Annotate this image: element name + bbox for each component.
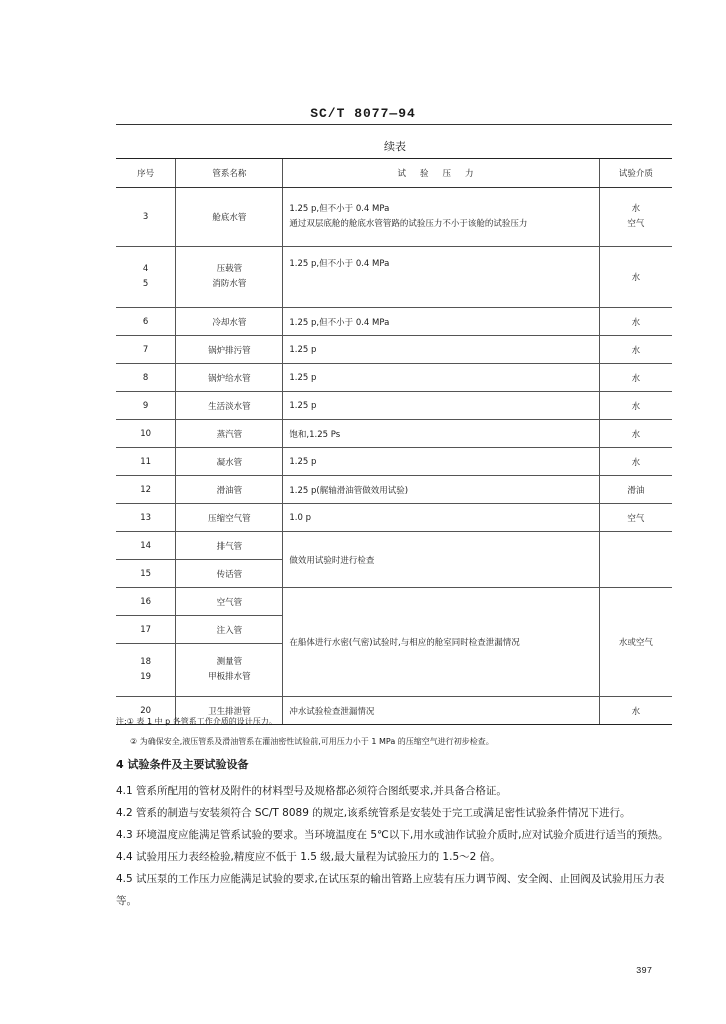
pipe-name: 凝水管 — [176, 448, 283, 476]
row-number-line: 4 — [142, 264, 149, 274]
pipe-name — [176, 247, 283, 308]
row-number-line: 5 — [142, 279, 149, 289]
table-row — [116, 247, 672, 308]
test-medium: 水 — [599, 308, 672, 336]
standard-number: SC/T 8077—94 — [310, 106, 416, 121]
row-number: 10 — [116, 420, 176, 448]
test-pressure: 1.25 p,但不小于 0.4 MPa — [283, 308, 599, 336]
table-row — [116, 420, 672, 448]
table-row — [116, 504, 672, 532]
note-1: 注:① 表 1 中 p 各管系工作介质的设计压力。 — [116, 717, 277, 726]
table-caption: 续表 — [384, 140, 406, 153]
row-number: 13 — [116, 504, 176, 532]
page-number: 397 — [636, 966, 653, 976]
test-medium-line: 空气 — [627, 219, 645, 229]
pipe-name-line: 压载管 — [216, 264, 243, 274]
table-row — [116, 532, 672, 560]
row-number: 14 — [116, 532, 176, 560]
test-medium: 水或空气 — [599, 588, 672, 697]
row-number: 16 — [116, 588, 176, 616]
row-number: 15 — [116, 560, 176, 588]
row-number: 9 — [116, 392, 176, 420]
pipe-test-table — [116, 158, 672, 725]
test-pressure: 1.25 p — [283, 448, 599, 476]
pipe-name: 生活淡水管 — [176, 392, 283, 420]
pipe-name-line: 测量管 — [216, 657, 243, 667]
test-medium: 水 — [599, 336, 672, 364]
test-pressure: 做效用试验时进行检查 — [283, 532, 599, 588]
table-row — [116, 476, 672, 504]
row-number: 12 — [116, 476, 176, 504]
pipe-name: 蒸汽管 — [176, 420, 283, 448]
test-pressure: 1.25 p — [283, 364, 599, 392]
pipe-name: 注入管 — [176, 616, 283, 644]
column-header-no: 序号 — [116, 159, 176, 188]
table-row — [116, 364, 672, 392]
row-number: 7 — [116, 336, 176, 364]
pipe-name: 卫生排泄管 — [176, 697, 283, 725]
row-number — [116, 247, 176, 308]
test-pressure: 在船体进行水密(气密)试验时,与相应的舱室同时检查泄漏情况 — [283, 588, 599, 697]
test-medium: 水 — [599, 448, 672, 476]
column-header-pressure: 试验压力 — [283, 159, 599, 188]
header-rule — [116, 124, 672, 125]
table-row — [116, 188, 672, 247]
test-medium: 水 — [599, 247, 672, 308]
test-pressure: 1.25 p,但不小于 0.4 MPa — [283, 247, 599, 308]
table-row — [116, 308, 672, 336]
pipe-name: 空气管 — [176, 588, 283, 616]
row-number: 20 — [116, 697, 176, 725]
clause-4-3: 4.3 环境温度应能满足管系试验的要求。当环境温度在 5℃以下,用水或油作试验介质时,应对试验介质进行适当的预热。 — [116, 829, 669, 841]
test-medium: 水 — [599, 697, 672, 725]
table-row — [116, 588, 672, 616]
test-medium-line: 水 — [631, 204, 641, 214]
row-number: 8 — [116, 364, 176, 392]
test-medium: 空气 — [599, 504, 672, 532]
pipe-name: 排气管 — [176, 532, 283, 560]
pipe-name: 锅炉排污管 — [176, 336, 283, 364]
pipe-name-line: 消防水管 — [212, 279, 247, 289]
test-pressure: 1.25 p — [283, 336, 599, 364]
column-header-name: 管系名称 — [176, 159, 283, 188]
section-clauses — [116, 780, 676, 912]
column-header-medium: 试验介质 — [599, 159, 672, 188]
clause-4-5: 4.5 试压泵的工作压力应能满足试验的要求,在试压泵的输出管路上应装有压力调节阀、安全阀、止回阀及试验用压力表等。 — [116, 873, 665, 907]
test-medium: 水 — [599, 420, 672, 448]
table-row — [116, 336, 672, 364]
row-number: 17 — [116, 616, 176, 644]
pipe-name: 冷却水管 — [176, 308, 283, 336]
table-notes — [116, 712, 676, 752]
pipe-name-line: 甲板排水管 — [208, 672, 251, 682]
pipe-name: 压缩空气管 — [176, 504, 283, 532]
note-2: ② 为确保安全,液压管系及滑油管系在灌油密性试验前,可用压力小于 1 MPa 的压缩空气进行初步检查。 — [130, 737, 494, 746]
row-number: 11 — [116, 448, 176, 476]
row-number-line: 18 — [140, 657, 152, 667]
test-pressure: 1.25 p — [283, 392, 599, 420]
test-medium: 水 — [599, 392, 672, 420]
test-pressure-line: 通过双层底舱的舱底水管管路的试验压力不小于该舱的试验压力 — [289, 219, 528, 229]
pipe-name: 锅炉给水管 — [176, 364, 283, 392]
clause-4-1: 4.1 管系所配用的管材及附件的材料型号及规格都必须符合图纸要求,并具备合格证。 — [116, 785, 507, 797]
pipe-name: 舱底水管 — [176, 188, 283, 247]
table-row — [116, 448, 672, 476]
test-pressure — [283, 188, 599, 247]
table-row — [116, 392, 672, 420]
row-number-line: 19 — [140, 672, 152, 682]
test-pressure: 1.25 p(艉轴滑油管做效用试验) — [283, 476, 599, 504]
test-pressure-line: 1.25 p,但不小于 0.4 MPa — [289, 204, 390, 214]
row-number — [116, 644, 176, 697]
row-number: 3 — [116, 188, 176, 247]
clause-4-4: 4.4 试验用压力表经检验,精度应不低于 1.5 级,最大量程为试验压力的 1.5～2 倍。 — [116, 851, 501, 863]
test-medium: 水 — [599, 364, 672, 392]
pipe-name: 滑油管 — [176, 476, 283, 504]
test-pressure: 饱和,1.25 Ps — [283, 420, 599, 448]
clause-4-2: 4.2 管系的制造与安装须符合 SC/T 8089 的规定,该系统管系是安装处于完工或满足密性试验条件情况下进行。 — [116, 807, 631, 819]
test-pressure: 冲水试验检查泄漏情况 — [283, 697, 599, 725]
test-medium — [599, 532, 672, 588]
table-header-row — [116, 159, 672, 188]
test-medium — [599, 188, 672, 247]
section-title: 4 试验条件及主要试验设备 — [116, 758, 249, 771]
pipe-name: 传话管 — [176, 560, 283, 588]
row-number: 6 — [116, 308, 176, 336]
pipe-name — [176, 644, 283, 697]
test-medium: 滑油 — [599, 476, 672, 504]
test-pressure: 1.0 p — [283, 504, 599, 532]
